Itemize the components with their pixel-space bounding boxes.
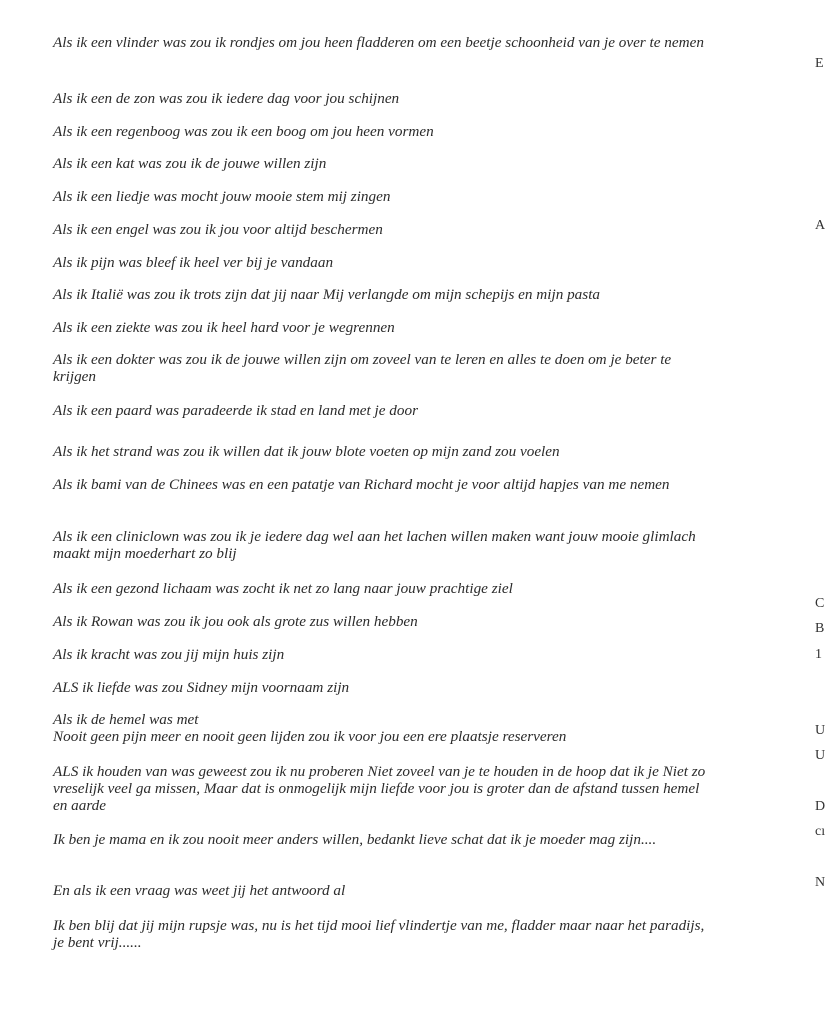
side-letter: 1 <box>815 647 822 662</box>
poem-line: ALS ik houden van was geweest zou ik nu proberen Niet zoveel van je te houden in de hoop dat ik je Niet zo vreselijk veel ga missen, Maar dat is onmogelijk mijn liefde voor jou is groter dan de afstand tussen hemel en aarde <box>53 763 706 814</box>
side-letter: U <box>815 723 826 738</box>
poem-line: Als ik een ziekte was zou ik heel hard voor je wegrennen <box>53 319 395 336</box>
side-letter: cı <box>815 824 826 839</box>
poem-line: En als ik een vraag was weet jij het antwoord al <box>53 882 346 899</box>
poem-line: ALS ik liefde was zou Sidney mijn voornaam zijn <box>53 679 350 696</box>
side-letter: C <box>815 596 825 611</box>
poem-line: Als ik een de zon was zou ik iedere dag voor jou schijnen <box>53 90 400 107</box>
poem-line: Als ik een gezond lichaam was zocht ik net zo lang naar jouw prachtige ziel <box>53 580 513 597</box>
poem-line: Als ik het strand was zou ik willen dat ik jouw blote voeten op mijn zand zou voelen <box>53 443 560 460</box>
poem-line: Als ik een vlinder was zou ik rondjes om jou heen fladderen om een beetje schoonheid van je over te nemen <box>53 34 704 51</box>
poem-line: Als ik een cliniclown was zou ik je iedere dag wel aan het lachen willen maken want jouw mooie glimlach maakt mijn moederhart zo blij <box>53 528 696 562</box>
poem-line: Als ik een paard was paradeerde ik stad en land met je door <box>53 402 419 419</box>
poem-line: Ik ben blij dat jij mijn rupsje was, nu is het tijd mooi lief vlindertje van me, fladder maar naar het paradijs, je bent vrij...... <box>53 917 705 951</box>
poem-line: Als ik kracht was zou jij mijn huis zijn <box>53 646 285 663</box>
poem-line: Als ik pijn was bleef ik heel ver bij je vandaan <box>53 254 334 271</box>
side-letter: E <box>815 56 824 71</box>
side-letter: B <box>815 621 825 636</box>
side-letter: A <box>815 218 826 233</box>
side-letter: D <box>815 799 826 814</box>
poem-line: Als ik een regenboog was zou ik een boog om jou heen vormen <box>53 123 434 140</box>
poem-line: Als ik een dokter was zou ik de jouwe willen zijn om zoveel van te leren en alles te doen om je beter te krijgen <box>53 351 672 385</box>
poem-line: Als ik Rowan was zou ik jou ook als grote zus willen hebben <box>53 613 418 630</box>
poem-line: Ik ben je mama en ik zou nooit meer anders willen, bedankt lieve schat dat ik je moeder mag zijn.... <box>53 831 657 848</box>
poem-line: Als ik een kat was zou ik de jouwe willen zijn <box>53 155 327 172</box>
side-letter: N <box>815 875 826 890</box>
poem-line: Als ik een engel was zou ik jou voor altijd beschermen <box>53 221 383 238</box>
poem-line: Als ik Italië was zou ik trots zijn dat jij naar Mij verlangde om mijn schepijs en mijn pasta <box>53 286 601 303</box>
poem-line: Als ik bami van de Chinees was en een patatje van Richard mocht je voor altijd hapjes van me nemen <box>53 476 670 493</box>
side-letter: U <box>815 748 826 763</box>
poem-line: Als ik de hemel was met Nooit geen pijn meer en nooit geen lijden zou ik voor jou een ere plaatsje reserveren <box>53 711 567 745</box>
poem-line: Als ik een liedje was mocht jouw mooie stem mij zingen <box>53 188 391 205</box>
